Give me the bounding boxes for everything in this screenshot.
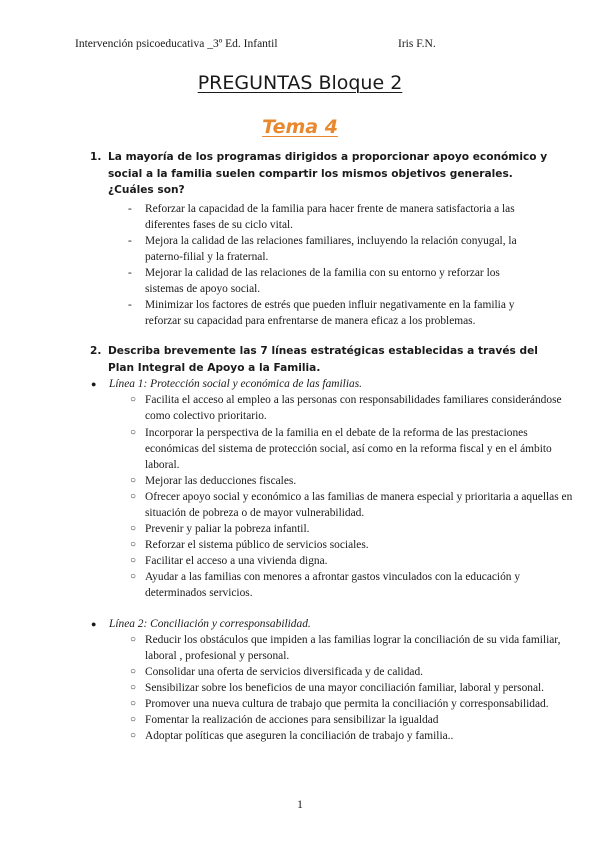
filled-circle-bullet-icon: ● xyxy=(91,379,97,390)
page-number: 1 xyxy=(297,797,303,811)
hollow-circle-bullet-icon: ○ xyxy=(130,665,137,677)
list-item: ○ Reforzar el sistema público de servicios sociales. xyxy=(145,537,575,553)
hollow-circle-bullet-icon: ○ xyxy=(130,681,137,693)
line-1-list xyxy=(0,392,600,601)
list-item: ○ Adoptar políticas que aseguren la conciliación de trabajo y familia.. xyxy=(145,728,575,744)
hollow-circle-bullet-icon: ○ xyxy=(130,394,137,406)
question-number: 1. xyxy=(90,151,102,163)
question-1 xyxy=(90,149,548,199)
dash-bullet: - xyxy=(128,266,132,279)
list-item: ○ Mejorar las deducciones fiscales. xyxy=(145,473,575,489)
hollow-circle-bullet-icon: ○ xyxy=(130,490,137,502)
hollow-circle-bullet-icon: ○ xyxy=(130,571,137,583)
line-2-heading: ● Línea 2: Conciliación y corresponsabilidad. xyxy=(109,616,600,632)
dash-bullet: - xyxy=(128,299,132,312)
list-item: ○ Ofrecer apoyo social y económico a las familias de manera especial y prioritaria a aquellas en situación de pobreza o de mayor vulnerabilidad. xyxy=(130,490,573,519)
hollow-circle-bullet-icon: ○ xyxy=(130,730,137,742)
filled-circle-bullet-icon: ● xyxy=(91,618,97,629)
document-body xyxy=(0,149,600,744)
hollow-circle-bullet-icon: ○ xyxy=(130,523,137,535)
list-item: - Reforzar la capacidad de la familia para hacer frente de manera satisfactoria a las diferentes fases de su ciclo vital. xyxy=(128,202,515,231)
list-item: ○ Promover una nueva cultura de trabajo que permita la conciliación y corresponsabilidad. xyxy=(145,696,575,712)
dash-bullet: - xyxy=(128,202,132,215)
question-text: Describa brevemente las 7 líneas estratégicas establecidas a través del Plan Integral de Apoyo a la Familia. xyxy=(108,345,538,374)
line-1-heading: ● Línea 1: Protección social y económica de las familias. xyxy=(109,376,600,392)
list-item: - Minimizar los factores de estrés que pueden influir negativamente en la familia y reforzar su capacidad para enfrentarse de manera eficaz a los problemas. xyxy=(128,299,515,328)
question-text: La mayoría de los programas dirigidos a proporcionar apoyo económico y social a la familia suelen compartir los mismos objetivos generales. ¿Cuáles son? xyxy=(108,151,548,196)
answer-list-1 xyxy=(0,201,600,330)
header-right: Iris F.N. xyxy=(398,38,436,50)
hollow-circle-bullet-icon: ○ xyxy=(130,633,137,645)
page-title: PREGUNTAS Bloque 2 xyxy=(197,72,403,94)
dash-bullet: - xyxy=(128,234,132,247)
hollow-circle-bullet-icon: ○ xyxy=(130,539,137,551)
page-subtitle: Tema 4 xyxy=(262,116,338,138)
list-item: ○ Prevenir y paliar la pobreza infantil. xyxy=(145,521,575,537)
list-item: - Mejora la calidad de las relaciones familiares, incluyendo la relación conyugal, la paterno-filial y la fraternal. xyxy=(128,234,517,263)
question-number: 2. xyxy=(90,345,102,358)
question-2 xyxy=(90,343,548,376)
hollow-circle-bullet-icon: ○ xyxy=(130,555,137,567)
hollow-circle-bullet-icon: ○ xyxy=(130,698,137,710)
hollow-circle-bullet-icon: ○ xyxy=(130,426,137,438)
header-left: Intervención psicoeducativa _3º Ed. Infantil xyxy=(75,38,278,50)
list-item: ○ Fomentar la realización de acciones para sensibilizar la igualdad xyxy=(145,712,575,728)
line-2-list xyxy=(0,632,600,745)
hollow-circle-bullet-icon: ○ xyxy=(130,714,137,726)
list-item: - Mejorar la calidad de las relaciones de la familia con su entorno y reforzar los sistemas de apoyo social. xyxy=(128,266,500,295)
list-item: ○ Sensibilizar sobre los beneficios de una mayor conciliación familiar, laboral y personal. xyxy=(145,680,575,696)
list-item: ○ Facilita el acceso al empleo a las personas con responsabilidades familiares considerándose como colectivo prioritario. xyxy=(130,394,562,423)
hollow-circle-bullet-icon: ○ xyxy=(130,474,137,486)
list-item: ○ Incorporar la perspectiva de la familia en el debate de la reforma de las prestaciones económicas del sistema de protección social, así como en la reforma fiscal y en el ámbito laboral. xyxy=(130,426,552,471)
list-item: ○ Reducir los obstáculos que impiden a las familias lograr la conciliación de su vida familiar, laboral , profesional y personal. xyxy=(130,633,561,662)
list-item: ○ Consolidar una oferta de servicios diversificada y de calidad. xyxy=(145,664,575,680)
list-item: ○ Facilitar el acceso a una vivienda digna. xyxy=(145,553,575,569)
list-item: ○ Ayudar a las familias con menores a afrontar gastos vinculados con la educación y determinados servicios. xyxy=(130,571,521,600)
